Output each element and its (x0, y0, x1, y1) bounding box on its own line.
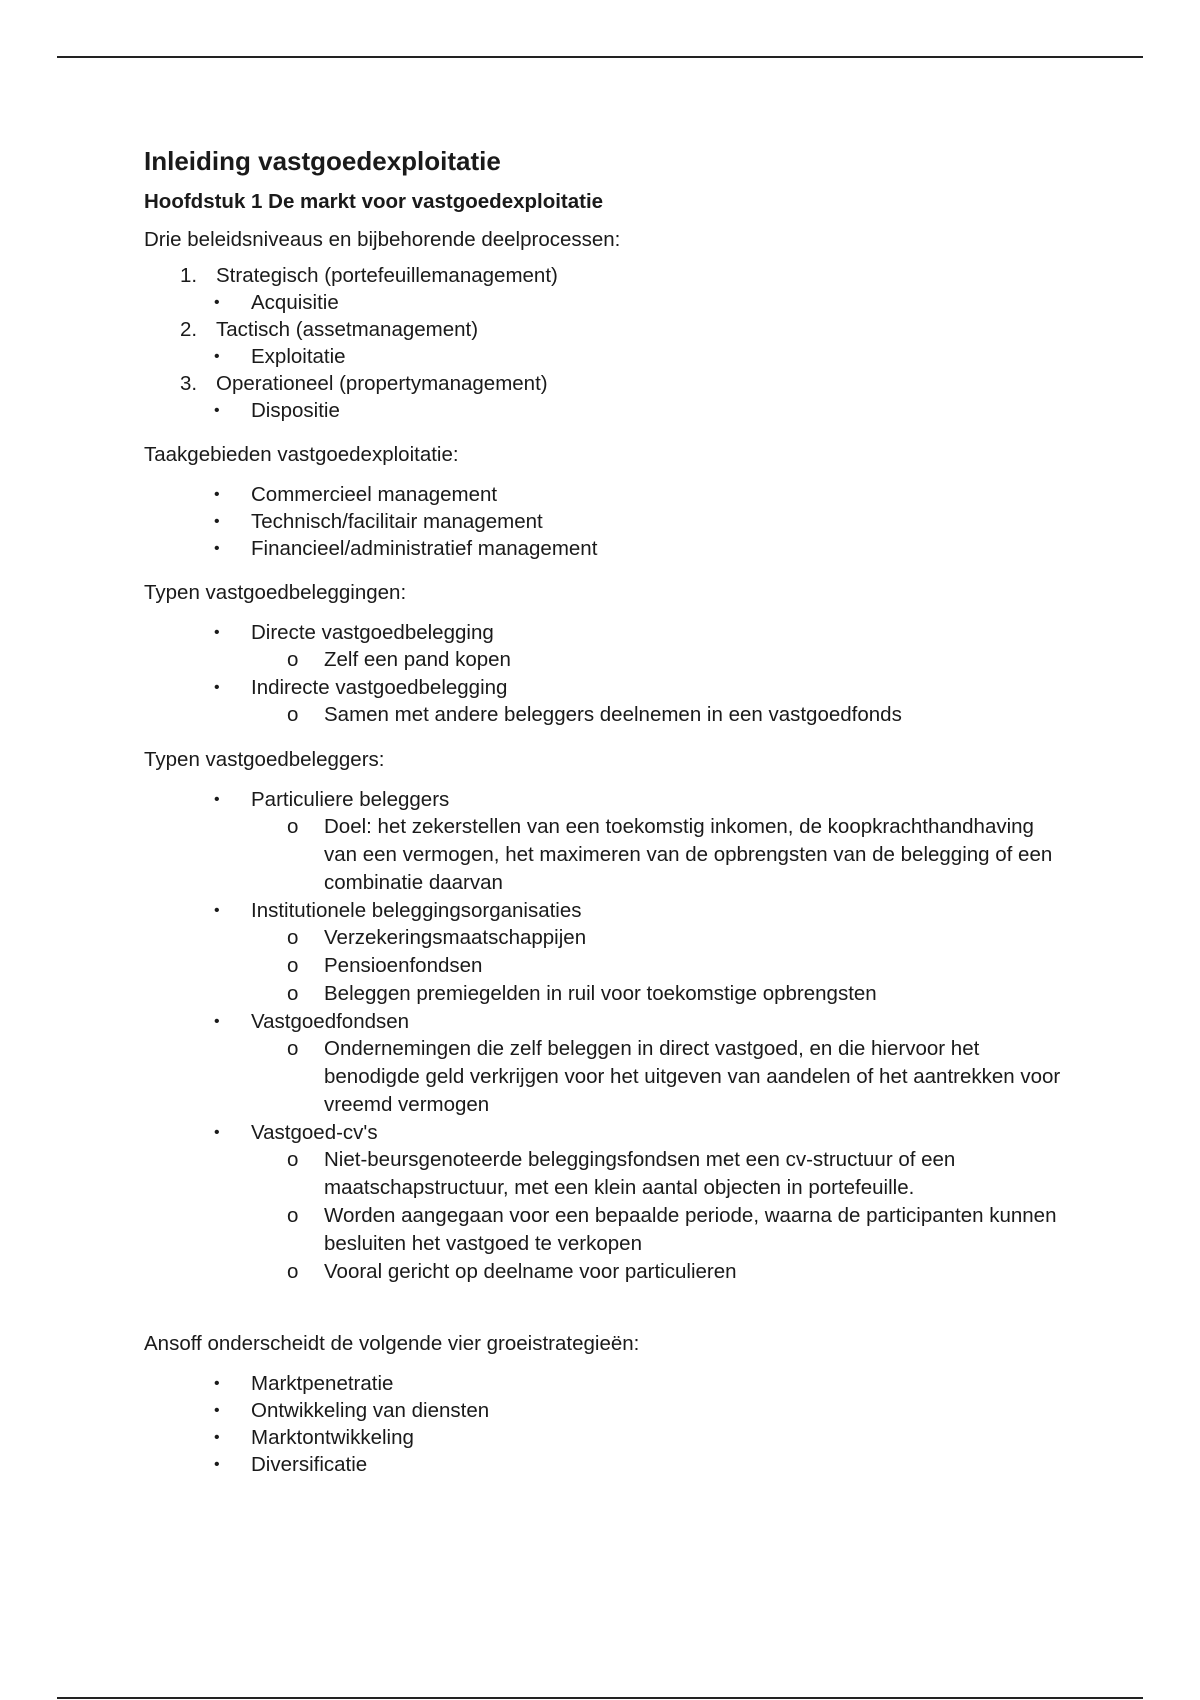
sub-bullet-marker: o (287, 926, 299, 949)
list-item (144, 508, 1064, 535)
list-item (144, 1451, 1064, 1478)
sub-list-item-text: Ondernemingen die zelf beleggen in direct vastgoed, en die hiervoor het benodigde geld verkrijgen voor het uitgeven van aandelen of het aantrekken voor vreemd vermogen (324, 1037, 1061, 1116)
tasks-list (144, 481, 1064, 562)
list-item (144, 1119, 1064, 1146)
sub-list-item (144, 813, 1064, 897)
numbered-item (144, 262, 1064, 289)
investment-types-heading: Typen vastgoedbeleggingen: (144, 581, 407, 604)
list-item-text: Marktontwikkeling (251, 1426, 414, 1449)
levels-list (144, 262, 1064, 424)
bullet-marker: • (214, 486, 220, 503)
sub-bullet-marker: o (287, 703, 299, 726)
bullet-marker: • (214, 1375, 220, 1392)
sub-list-item (144, 1146, 1064, 1202)
list-item (144, 619, 1064, 646)
page-title: Inleiding vastgoedexploitatie (144, 146, 501, 176)
list-item (144, 1008, 1064, 1035)
header-rule (57, 56, 1143, 58)
list-item-text: Exploitatie (251, 345, 346, 368)
list-item-text: Commercieel management (251, 483, 498, 506)
bullet-marker: • (214, 513, 220, 530)
sub-list-item-text: Samen met andere beleggers deelnemen in een vastgoedfonds (324, 703, 902, 726)
sub-list-item-text: Worden aangegaan voor een bepaalde periode, waarna de participanten kunnen besluiten het vastgoed te verkopen (324, 1204, 1057, 1255)
sub-bullet-marker: o (287, 1148, 299, 1171)
bullet-marker: • (214, 540, 220, 557)
sub-bullet-marker: o (287, 982, 299, 1005)
investment-types-list (144, 619, 1064, 729)
list-item-text: Diversificatie (251, 1453, 368, 1476)
sub-list-item-text: Vooral gericht op deelname voor particulieren (324, 1260, 737, 1283)
list-item-text: Dispositie (251, 399, 340, 422)
footer-rule (57, 1697, 1143, 1699)
numbered-item-text: Operationeel (propertymanagement) (216, 372, 548, 395)
list-item-text: Particuliere beleggers (251, 788, 450, 811)
sub-list-item (144, 1035, 1064, 1119)
sub-list-item (144, 924, 1064, 952)
list-item (144, 1397, 1064, 1424)
list-item-text: Indirecte vastgoedbelegging (251, 676, 508, 699)
sub-bullet-marker: o (287, 648, 299, 671)
sub-bullet-marker: o (287, 1037, 299, 1060)
sub-bullet-marker: o (287, 1204, 299, 1227)
numbered-item-text: Strategisch (portefeuillemanagement) (216, 264, 558, 287)
ansoff-list (144, 1370, 1064, 1478)
bullet-marker: • (214, 402, 220, 419)
bullet-marker: • (214, 791, 220, 808)
bullet-marker: • (214, 902, 220, 919)
sub-bullet-marker: o (287, 815, 299, 838)
sub-list-item (144, 980, 1064, 1008)
list-item (144, 343, 1064, 370)
list-item (144, 674, 1064, 701)
sub-bullet-marker: o (287, 954, 299, 977)
bullet-marker: • (214, 1013, 220, 1030)
list-item (144, 897, 1064, 924)
sub-list-item (144, 701, 1064, 729)
list-item (144, 289, 1064, 316)
sub-list-item (144, 646, 1064, 674)
list-item (144, 397, 1064, 424)
list-item-text: Ontwikkeling van diensten (251, 1399, 490, 1422)
list-item-text: Vastgoedfondsen (251, 1010, 410, 1033)
list-item-text: Vastgoed-cv's (251, 1121, 378, 1144)
list-item (144, 535, 1064, 562)
sub-list-item-text: Verzekeringsmaatschappijen (324, 926, 587, 949)
numbered-item-text: Tactisch (assetmanagement) (216, 318, 479, 341)
bullet-marker: • (214, 1124, 220, 1141)
numbered-item (144, 370, 1064, 397)
sub-list-item (144, 952, 1064, 980)
investors-list (144, 786, 1064, 1286)
levels-intro: Drie beleidsniveaus en bijbehorende deelprocessen: (144, 228, 621, 251)
bullet-marker: • (214, 624, 220, 641)
sub-list-item-text: Pensioenfondsen (324, 954, 483, 977)
bullet-marker: • (214, 348, 220, 365)
list-item (144, 1370, 1064, 1397)
tasks-heading: Taakgebieden vastgoedexploitatie: (144, 443, 459, 466)
bullet-marker: • (214, 1456, 220, 1473)
sub-bullet-marker: o (287, 1260, 299, 1283)
bullet-marker: • (214, 679, 220, 696)
bullet-marker: • (214, 1429, 220, 1446)
document-page (144, 140, 1064, 1478)
list-item (144, 786, 1064, 813)
sub-list-item-text: Beleggen premiegelden in ruil voor toekomstige opbrengsten (324, 982, 877, 1005)
item-number: 3. (180, 372, 198, 395)
list-item-text: Acquisitie (251, 291, 339, 314)
bullet-marker: • (214, 294, 220, 311)
sub-list-item-text: Niet-beursgenoteerde beleggingsfondsen met een cv-structuur of een maatschapstructuur, met een klein aantal objecten in portefeuille. (324, 1148, 956, 1199)
list-item-text: Marktpenetratie (251, 1372, 394, 1395)
list-item-text: Technisch/facilitair management (251, 510, 543, 533)
sub-list-item-text: Doel: het zekerstellen van een toekomstig inkomen, de koopkrachthandhaving van een vermogen, het maximeren van de opbrengsten van de belegging of een combinatie daarvan (324, 815, 1053, 894)
chapter-heading: Hoofdstuk 1 De markt voor vastgoedexploitatie (144, 190, 604, 213)
list-item-text: Directe vastgoedbelegging (251, 621, 494, 644)
sub-list-item (144, 1202, 1064, 1258)
list-item-text: Financieel/administratief management (251, 537, 598, 560)
numbered-item (144, 316, 1064, 343)
list-item (144, 1424, 1064, 1451)
list-item (144, 481, 1064, 508)
list-item-text: Institutionele beleggingsorganisaties (251, 899, 582, 922)
bullet-marker: • (214, 1402, 220, 1419)
item-number: 1. (180, 264, 198, 287)
investors-heading: Typen vastgoedbeleggers: (144, 748, 385, 771)
ansoff-heading: Ansoff onderscheidt de volgende vier groeistrategieën: (144, 1332, 640, 1355)
sub-list-item-text: Zelf een pand kopen (324, 648, 511, 671)
item-number: 2. (180, 318, 198, 341)
sub-list-item (144, 1258, 1064, 1286)
